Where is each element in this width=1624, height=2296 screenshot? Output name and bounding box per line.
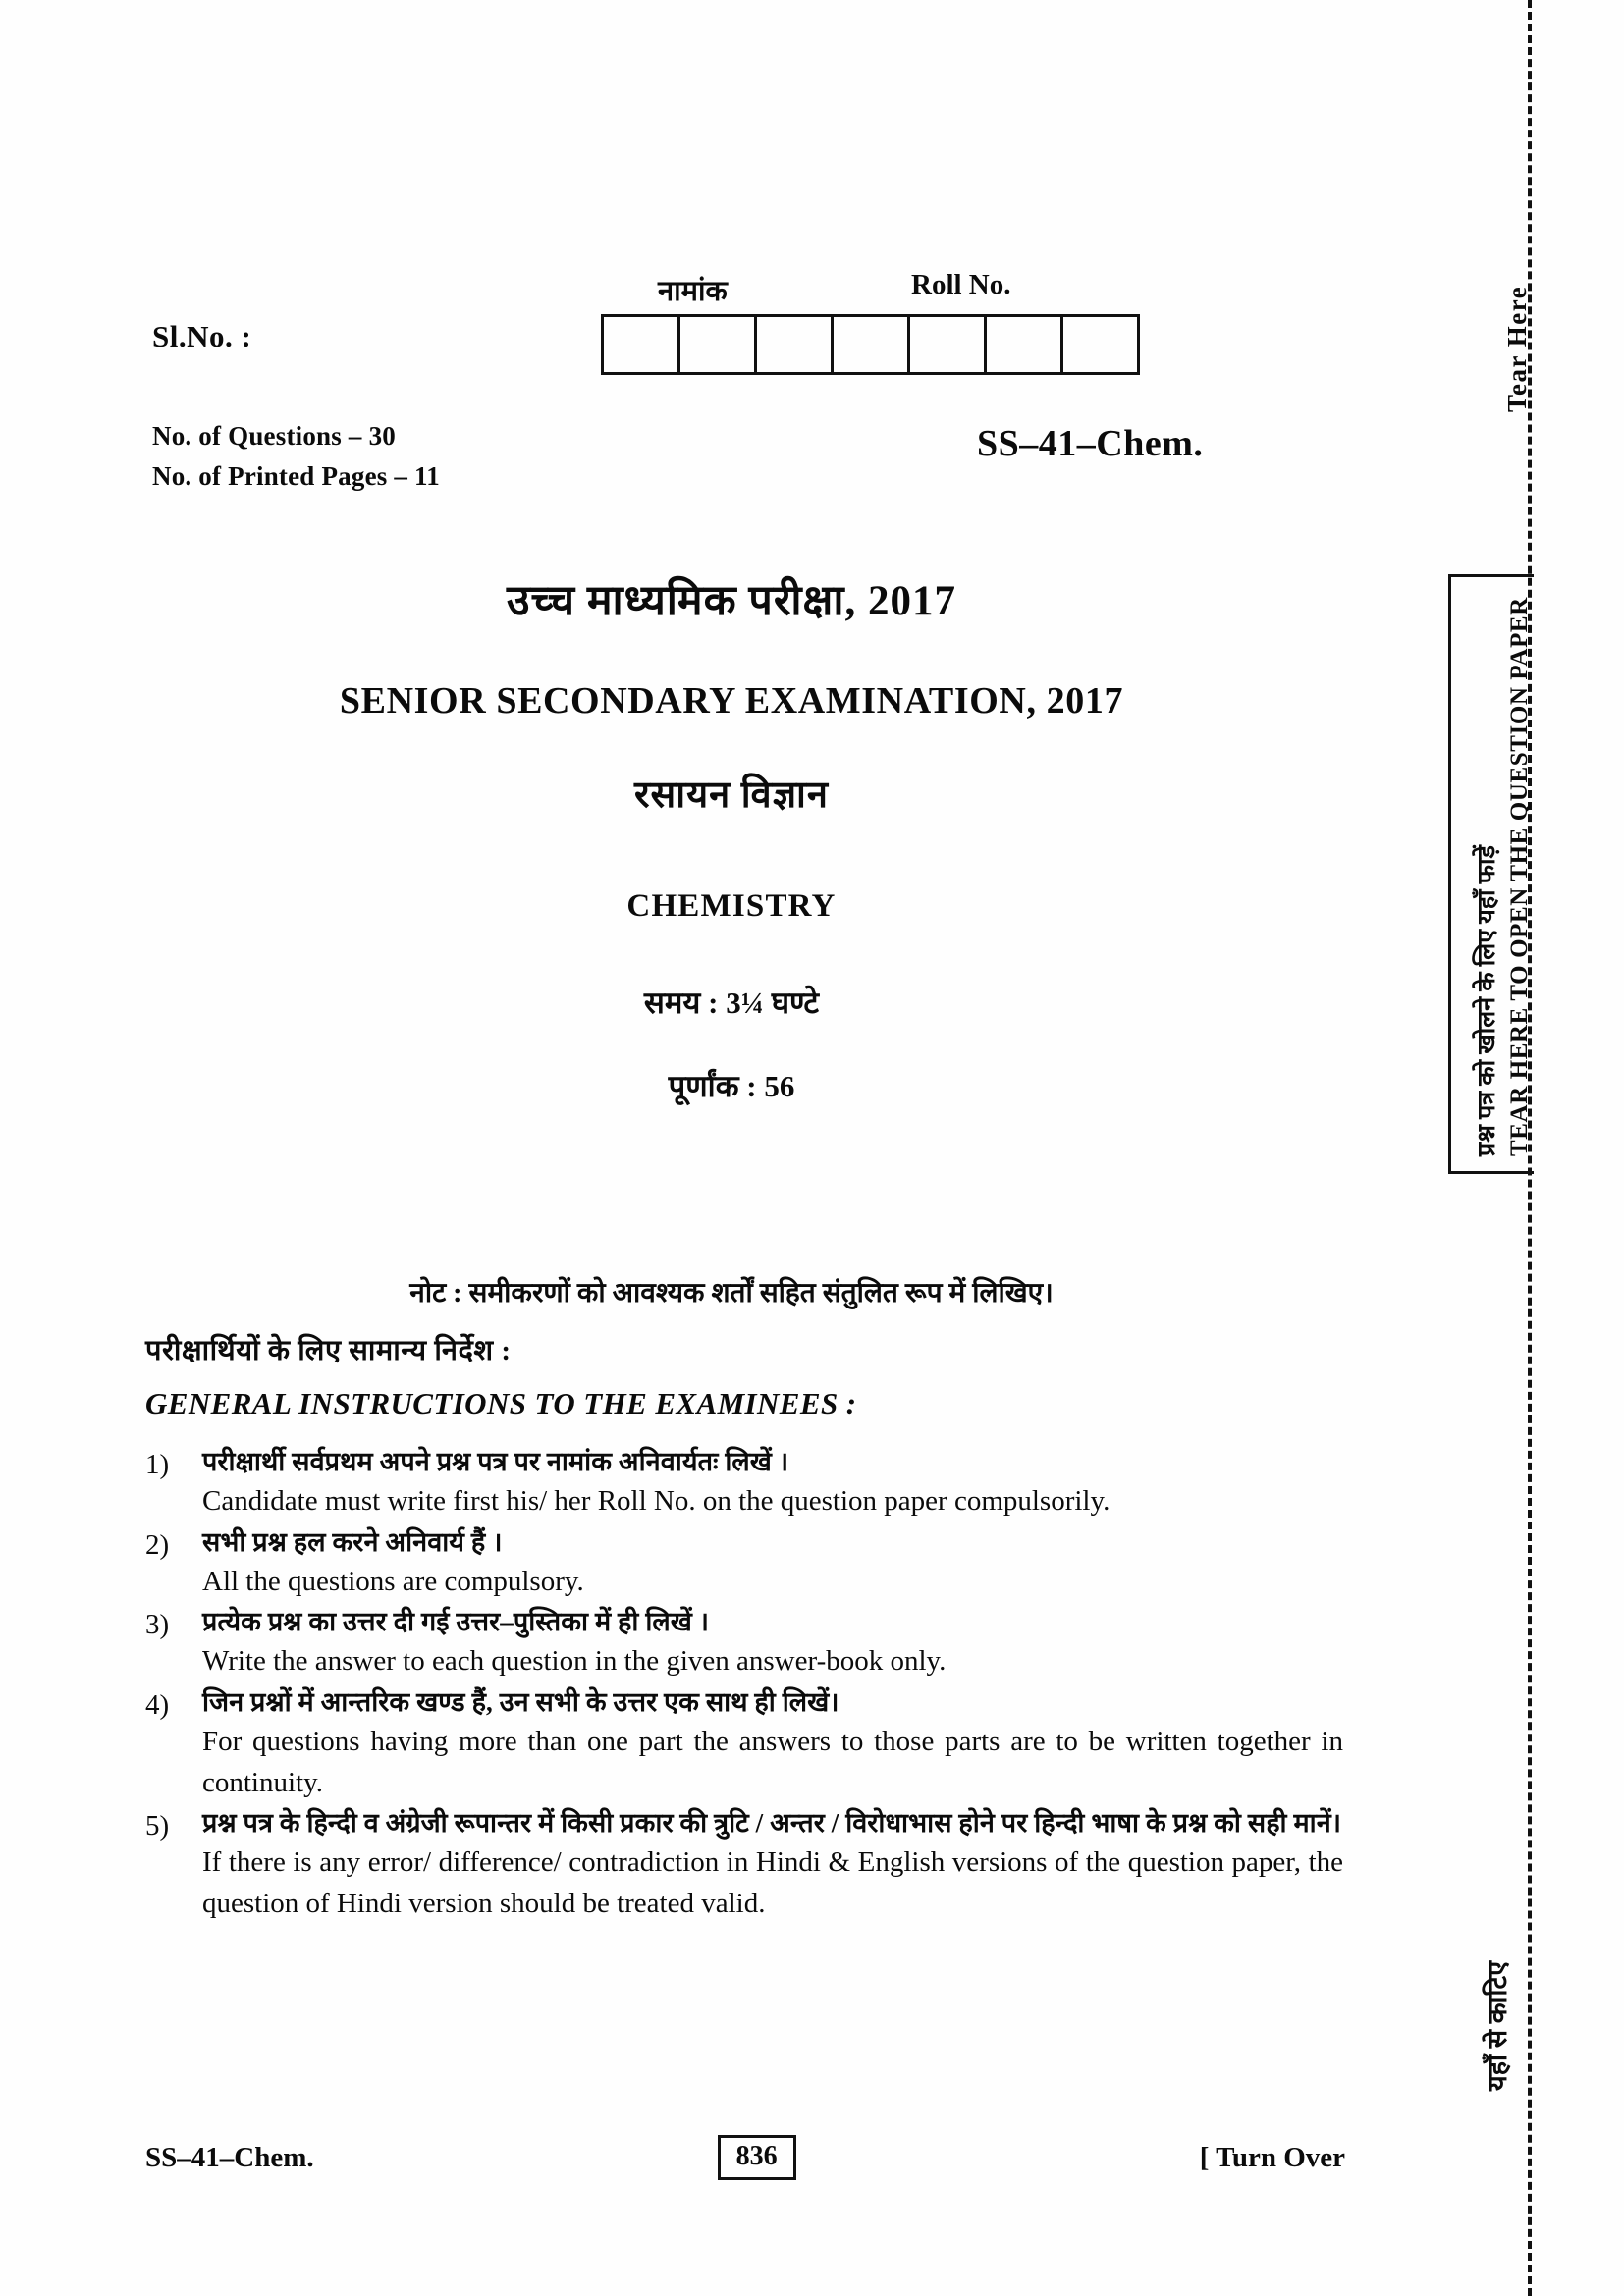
instruction-hindi: सभी प्रश्न हल करने अनिवार्य हैं । — [202, 1526, 503, 1557]
instruction-number: 4) — [145, 1688, 170, 1721]
page-footer — [145, 2135, 1363, 2180]
instruction-hindi: प्रत्येक प्रश्न का उत्तर दी गई उत्तर–पुस्तिका में ही लिखें । — [202, 1607, 710, 1637]
roll-number-block — [601, 269, 1146, 375]
instruction-english: If there is any error/ difference/ contradiction in Hindi & English versions of the question paper, the question of Hindi version should be treated valid. — [202, 1846, 1343, 1919]
tear-here-label: Tear Here — [1502, 285, 1532, 412]
paper-code: SS–41–Chem. — [977, 423, 1204, 464]
roll-number-grid[interactable] — [601, 314, 1140, 375]
maximum-marks: पूर्णांक : 56 — [668, 1069, 795, 1103]
roll-number-cell[interactable] — [757, 317, 834, 372]
cut-here-label: यहाँ से काटिए — [1483, 1960, 1512, 2091]
instruction-number: 1) — [145, 1449, 170, 1480]
roll-number-cell[interactable] — [604, 317, 680, 372]
roll-number-cell[interactable] — [680, 317, 757, 372]
roll-number-cell[interactable] — [910, 317, 987, 372]
turn-over-label: [ Turn Over — [1199, 2141, 1345, 2173]
roll-number-cell[interactable] — [834, 317, 910, 372]
no-of-questions: No. of Questions – 30 — [152, 421, 396, 451]
instruction-english: All the questions are compulsory. — [202, 1565, 584, 1597]
instruction-item — [145, 1683, 1353, 1803]
instruction-body — [202, 1443, 1353, 1522]
serial-number-label: Sl.No. : — [152, 319, 252, 353]
instruction-english: Candidate must write first his/ her Roll No. on the question paper compulsorily. — [202, 1484, 1110, 1517]
footer-paper-code: SS–41–Chem. — [145, 2141, 314, 2173]
exam-title-english: SENIOR SECONDARY EXAMINATION, 2017 — [339, 680, 1124, 721]
subject-title-english: CHEMISTRY — [626, 888, 837, 924]
instruction-hindi: जिन प्रश्नों में आन्तरिक खण्ड हैं, उन सभी के उत्तर एक साथ ही लिखें। — [202, 1686, 839, 1717]
instructions-list — [145, 1443, 1353, 1926]
page-number-box: 836 — [718, 2135, 796, 2180]
instruction-body — [202, 1683, 1353, 1803]
instruction-item — [145, 1523, 1353, 1603]
instruction-body — [202, 1523, 1353, 1603]
roll-number-labels — [601, 269, 1146, 314]
instructions-heading-hindi: परीक्षार्थियों के लिए सामान्य निर्देश : — [145, 1335, 512, 1366]
note-line: नोट : समीकरणों को आवश्यक शर्तों सहित संतुलित रूप में लिखिए। — [409, 1278, 1054, 1308]
no-of-printed-pages: No. of Printed Pages – 11 — [152, 461, 440, 492]
roll-no-label: Roll No. — [911, 269, 1011, 300]
instruction-body — [202, 1804, 1353, 1924]
instruction-body — [202, 1603, 1353, 1682]
instruction-number: 3) — [145, 1609, 170, 1641]
instruction-hindi: प्रश्न पत्र के हिन्दी व अंग्रेजी रूपान्तर में किसी प्रकार की त्रुटि / अन्तर / विरोधाभास होने पर हिन्दी भाषा के प्रश्न को सही मानें। — [202, 1808, 1342, 1839]
instruction-number: 5) — [145, 1810, 170, 1842]
exam-duration: समय : 3¼ घण्टे — [643, 986, 820, 1020]
footer-center — [314, 2135, 1200, 2180]
instruction-english: Write the answer to each question in the given answer-book only. — [202, 1645, 947, 1678]
subject-title-hindi: रसायन विज्ञान — [634, 774, 829, 816]
instruction-item — [145, 1603, 1353, 1682]
instruction-item — [145, 1443, 1353, 1522]
instruction-item — [145, 1804, 1353, 1924]
namank-label: नामांक — [658, 276, 728, 307]
instruction-number: 2) — [145, 1528, 170, 1561]
paper-meta-block — [152, 416, 440, 497]
instructions-heading-english: GENERAL INSTRUCTIONS TO THE EXAMINEES : — [145, 1386, 857, 1420]
tear-instruction-english: TEAR HERE TO OPEN THE QUESTION PAPER — [1506, 597, 1533, 1156]
tear-instruction-hindi: प्रश्न पत्र को खोलने के लिए यहाँ फाड़ें — [1474, 845, 1500, 1156]
instruction-english: For questions having more than one part the answers to those parts are to be written together in continuity. — [202, 1725, 1343, 1798]
roll-number-cell[interactable] — [1063, 317, 1137, 372]
roll-number-cell[interactable] — [987, 317, 1063, 372]
instruction-hindi: परीक्षार्थी सर्वप्रथम अपने प्रश्न पत्र पर नामांक अनिवार्यतः लिखें । — [202, 1447, 789, 1476]
exam-title-hindi: उच्च माध्यमिक परीक्षा, 2017 — [506, 578, 957, 624]
